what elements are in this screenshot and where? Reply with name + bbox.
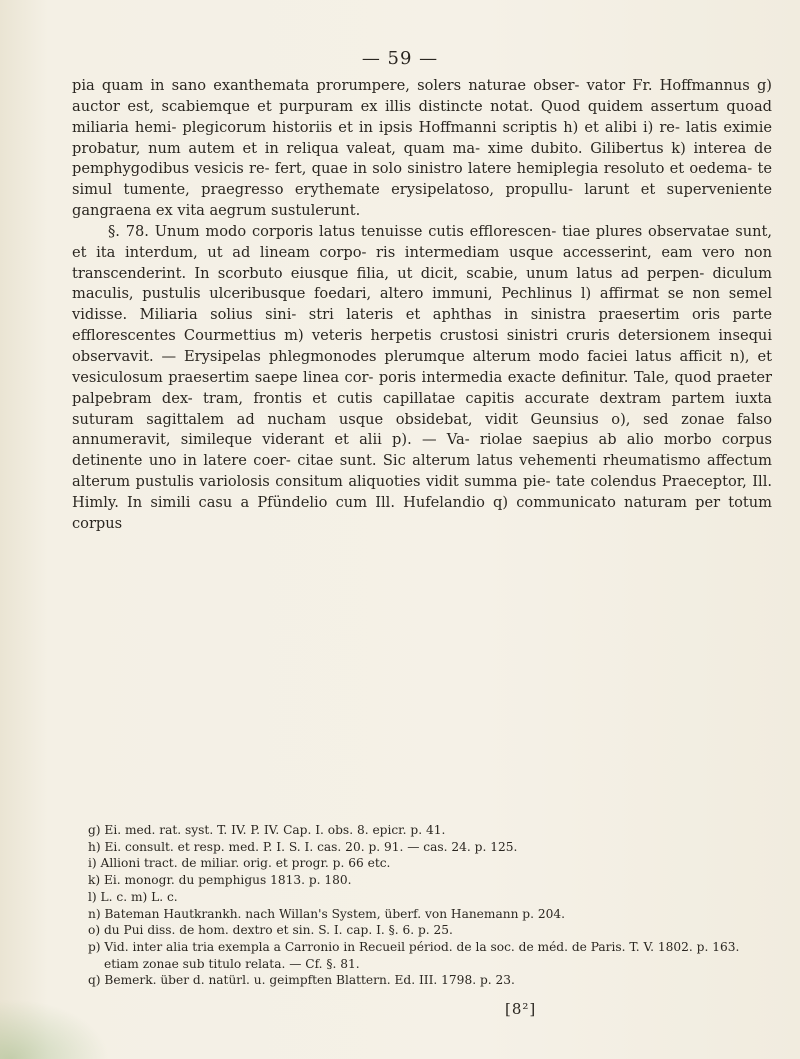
main-text [72, 76, 772, 535]
signature-mark: [8²] [505, 1000, 537, 1018]
paragraph-2: §. 78. Unum modo corporis latus tenuisse cutis efflorescen- tiae plures observatae sunt, et ita interdum, ut ad lineam corpo- ris intermediam usque accesserint, eam vero non transcenderint. In scorbuto eiusque filia, ut dicit, scabie, unum latus ad perpen- diculum maculis, pustulis ulceribusque foedari, altero immuni, Pechlinus l) affirmat se non semel vidisse. Miliaria solius sini- stri lateris et aphthas in sinistra praesertim oris parte efflorescentes Courmettius m) veteris herpetis crustosi sinistri cruris detersionem insequi observavit. — Erysipelas phlegmonodes plerumque alterum modo faciei latus afficit n), et vesiculosum praesertim saepe linea cor- poris intermedia exacte definitur. Tale, quod praeter palpebram dex- tram, frontis et cutis capillatae capitis accurate dextram partem iuxta suturam sagittalem ad nucham usque obsidebat, vidit Geunsius o), sed zonae falso annumeravit, simileque viderant et alii p). — Va- riolae saepius ab alio morbo corpus detinente uno in latere coer- citae sunt. Sic alterum latus vehementi rheumatismo affectum alterum pustulis variolosis consitum aliquoties vidit summa pie- tate colendus Praeceptor, Ill. Himly. In simili casu a Pfündelio cum Ill. Hufelandio q) communicato naturam per totum corpus [72, 222, 772, 532]
paper-stain [0, 999, 110, 1059]
footnote-p: p) Vid. inter alia tria exempla a Carronio in Recueil périod. de la soc. de méd. de Paris. T. V. 1802. p. 163. etiam zonae sub titulo relata. — Cf. §. 81. [88, 939, 740, 971]
footnote-n: n) Bateman Hautkrankh. nach Willan's System, überf. von Hanemann p. 204. [88, 906, 565, 921]
footnote-q: q) Bemerk. über d. natürl. u. geimpften Blattern. Ed. III. 1798. p. 23. [88, 973, 515, 988]
paragraph-1: pia quam in sano exanthemata prorumpere, solers naturae obser- vator Fr. Hoffmannus g) auctor est, scabiemque et purpuram ex illis distincte notat. Quod quidem assertum quoad miliaria hemi- plegicorum historiis et in ipsis Hoffmanni scriptis h) et alibi i) re- latis eximie probatur, num autem et in reliqua valeat, quam ma- xime dubito. Gilibertus k) interea de pemphygodibus vesicis re- fert, quae in solo sinistro latere hemiplegia resoluto et oedema- te simul tumente, praegresso erythemate erysipelatoso, propullu- larunt et superveniente gangraena ex vita aegrum sustulerunt. [72, 77, 772, 220]
page-number: — 59 — [361, 48, 439, 69]
footnotes [88, 822, 772, 989]
footnote-k: k) Ei. monogr. du pemphigus 1813. p. 180. [88, 873, 352, 888]
footnote-l-m: l) L. c. m) L. c. [88, 889, 178, 904]
footnote-o: o) du Pui diss. de hom. dextro et sin. S. I. cap. I. §. 6. p. 25. [88, 923, 453, 938]
footnote-i: i) Allioni tract. de miliar. orig. et progr. p. 66 etc. [88, 856, 391, 871]
footnote-h: h) Ei. consult. et resp. med. P. I. S. I. cas. 20. p. 91. — cas. 24. p. 125. [88, 839, 518, 854]
footnote-g: g) Ei. med. rat. syst. T. IV. P. IV. Cap. I. obs. 8. epicr. p. 41. [88, 823, 446, 837]
